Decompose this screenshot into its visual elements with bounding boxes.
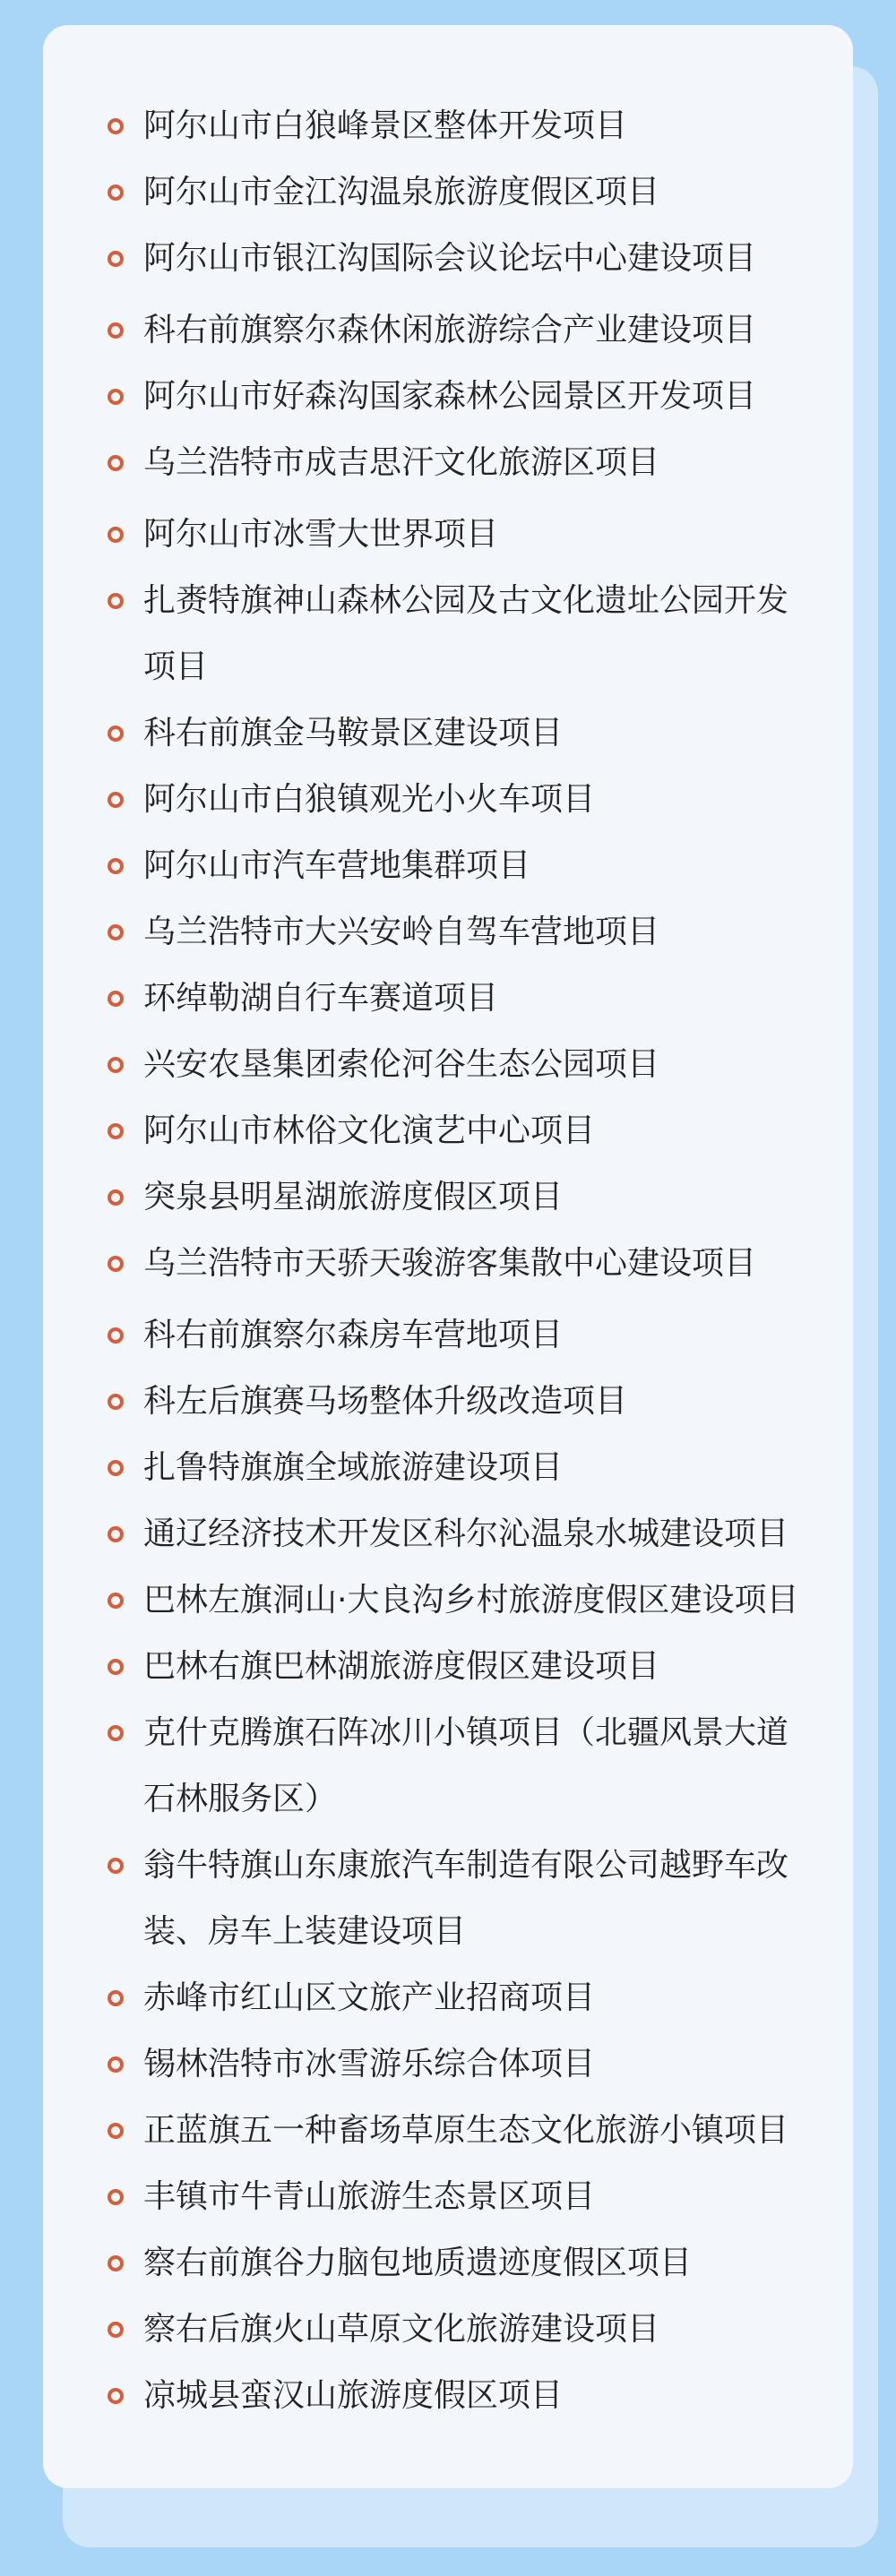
list-item bbox=[143, 1369, 817, 1435]
project-name: 乌兰浩特市成吉思汗文化旅游区项目 bbox=[143, 444, 660, 481]
project-name: 巴林左旗洞山·大良沟乡村旅游度假区建设项目 bbox=[143, 1582, 799, 1619]
list-item bbox=[143, 1032, 817, 1098]
list-item bbox=[143, 899, 817, 966]
bullet-circle-icon bbox=[108, 1526, 124, 1542]
list-item bbox=[143, 1501, 817, 1567]
project-name: 巴林右旗巴林湖旅游度假区建设项目 bbox=[143, 1648, 660, 1685]
project-name: 锡林浩特市冰雪游乐综合体项目 bbox=[143, 2046, 596, 2082]
list-item bbox=[143, 1435, 817, 1501]
bullet-circle-icon bbox=[108, 118, 124, 134]
list-item bbox=[143, 2230, 817, 2297]
list-item bbox=[143, 1567, 817, 1634]
list-item bbox=[143, 297, 817, 364]
bullet-circle-icon bbox=[108, 2388, 124, 2404]
bullet-circle-icon bbox=[108, 2123, 124, 2139]
project-name: 兴安农垦集团索伦河谷生态公园项目 bbox=[143, 1046, 660, 1083]
list-item bbox=[143, 2098, 817, 2164]
project-name: 阿尔山市白狼峰景区整体开发项目 bbox=[143, 107, 628, 144]
bullet-circle-icon bbox=[108, 2189, 124, 2205]
list-item bbox=[143, 2164, 817, 2230]
project-name: 通辽经济技术开发区科尔沁温泉水城建设项目 bbox=[143, 1516, 789, 1552]
project-name: 科右前旗金马鞍景区建设项目 bbox=[143, 715, 564, 751]
list-item bbox=[143, 1164, 817, 1231]
bullet-circle-icon bbox=[108, 726, 124, 742]
bullet-circle-icon bbox=[108, 2255, 124, 2271]
project-name: 阿尔山市林俗文化演艺中心项目 bbox=[143, 1112, 596, 1149]
bullet-circle-icon bbox=[108, 2057, 124, 2073]
list-item bbox=[143, 364, 817, 430]
project-name: 丰镇市牛青山旅游生态景区项目 bbox=[143, 2178, 596, 2215]
list-item bbox=[143, 159, 817, 226]
bullet-circle-icon bbox=[108, 858, 124, 874]
list-item bbox=[143, 1231, 817, 1297]
list-item bbox=[143, 226, 817, 292]
project-name: 乌兰浩特市天骄天骏游客集散中心建设项目 bbox=[143, 1245, 757, 1282]
list-item bbox=[143, 2031, 817, 2098]
list-item bbox=[143, 93, 817, 159]
list-item bbox=[143, 2297, 817, 2363]
list-item bbox=[143, 966, 817, 1032]
project-name: 阿尔山市白狼镇观光小火车项目 bbox=[143, 781, 596, 818]
list-item bbox=[143, 1965, 817, 2031]
project-list-card bbox=[43, 25, 853, 2488]
list-item bbox=[143, 767, 817, 833]
list-item bbox=[143, 700, 817, 767]
list-item bbox=[143, 1634, 817, 1700]
project-name: 突泉县明星湖旅游度假区项目 bbox=[143, 1179, 564, 1215]
bullet-circle-icon bbox=[108, 1123, 124, 1139]
bullet-circle-icon bbox=[108, 1593, 124, 1609]
bullet-circle-icon bbox=[108, 2322, 124, 2338]
bullet-circle-icon bbox=[108, 1858, 124, 1874]
project-name: 科右前旗察尔森休闲旅游综合产业建设项目 bbox=[143, 312, 757, 348]
bullet-circle-icon bbox=[108, 185, 124, 201]
bullet-circle-icon bbox=[108, 1725, 124, 1741]
list-item bbox=[143, 1700, 817, 1833]
list-item bbox=[143, 502, 817, 568]
project-name: 阿尔山市金江沟温泉旅游度假区项目 bbox=[143, 174, 660, 210]
project-name: 翁牛特旗山东康旅汽车制造有限公司越野车改装、房车上装建设项目 bbox=[143, 1847, 789, 1950]
bullet-circle-icon bbox=[108, 1394, 124, 1410]
project-name: 察右后旗火山草原文化旅游建设项目 bbox=[143, 2311, 660, 2348]
project-list bbox=[143, 93, 817, 2429]
bullet-circle-icon bbox=[108, 251, 124, 267]
bullet-circle-icon bbox=[108, 991, 124, 1007]
project-name: 阿尔山市银江沟国际会议论坛中心建设项目 bbox=[143, 240, 757, 277]
list-item bbox=[143, 2363, 817, 2429]
bullet-circle-icon bbox=[108, 389, 124, 405]
bullet-circle-icon bbox=[108, 455, 124, 471]
project-name: 乌兰浩特市大兴安岭自驾车营地项目 bbox=[143, 914, 660, 950]
bullet-circle-icon bbox=[108, 1327, 124, 1344]
bullet-circle-icon bbox=[108, 1189, 124, 1206]
bullet-circle-icon bbox=[108, 322, 124, 339]
project-name: 扎赉特旗神山森林公园及古文化遗址公园开发项目 bbox=[143, 582, 789, 685]
bullet-circle-icon bbox=[108, 1990, 124, 2006]
project-name: 科左后旗赛马场整体升级改造项目 bbox=[143, 1383, 628, 1420]
project-name: 克什克腾旗石阵冰川小镇项目（北疆风景大道石林服务区） bbox=[143, 1714, 789, 1817]
bullet-circle-icon bbox=[108, 792, 124, 808]
project-name: 扎鲁特旗旗全域旅游建设项目 bbox=[143, 1449, 564, 1486]
bullet-circle-icon bbox=[108, 1659, 124, 1675]
bullet-circle-icon bbox=[108, 527, 124, 543]
list-item bbox=[143, 430, 817, 496]
project-name: 环绰勒湖自行车赛道项目 bbox=[143, 980, 499, 1017]
project-name: 阿尔山市汽车营地集群项目 bbox=[143, 847, 531, 884]
list-item bbox=[143, 1098, 817, 1164]
bullet-circle-icon bbox=[108, 1057, 124, 1073]
project-name: 察右前旗谷力脑包地质遗迹度假区项目 bbox=[143, 2245, 693, 2281]
list-item bbox=[143, 833, 817, 899]
list-item bbox=[143, 1302, 817, 1369]
list-item bbox=[143, 568, 817, 700]
bullet-circle-icon bbox=[108, 1256, 124, 1272]
list-item bbox=[143, 1833, 817, 1965]
project-name: 赤峰市红山区文旅产业招商项目 bbox=[143, 1979, 596, 2016]
bullet-circle-icon bbox=[108, 924, 124, 940]
project-name: 阿尔山市好森沟国家森林公园景区开发项目 bbox=[143, 378, 757, 415]
project-name: 阿尔山市冰雪大世界项目 bbox=[143, 516, 499, 553]
project-name: 科右前旗察尔森房车营地项目 bbox=[143, 1317, 564, 1353]
bullet-circle-icon bbox=[108, 593, 124, 609]
bullet-circle-icon bbox=[108, 1460, 124, 1476]
project-name: 正蓝旗五一种畜场草原生态文化旅游小镇项目 bbox=[143, 2112, 789, 2149]
project-name: 凉城县蛮汉山旅游度假区项目 bbox=[143, 2377, 564, 2414]
